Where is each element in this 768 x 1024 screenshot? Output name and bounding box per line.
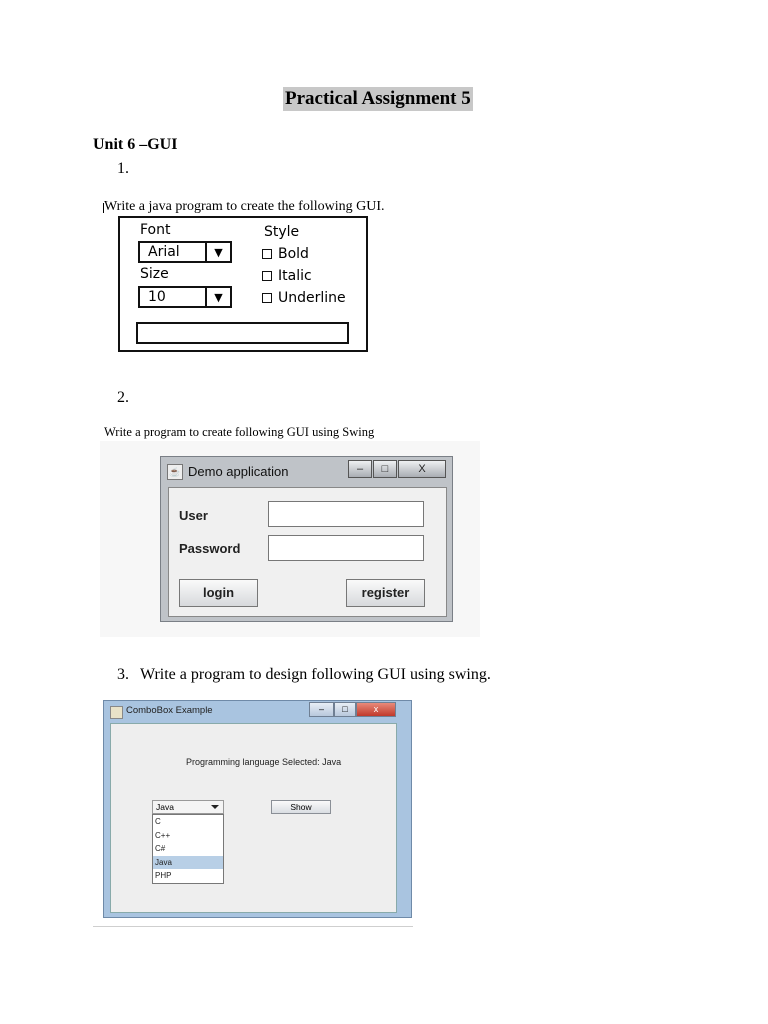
- q3-caption: Write a program to design following GUI using swing.: [140, 666, 491, 683]
- register-button[interactable]: register: [346, 579, 425, 607]
- user-label: User: [179, 508, 208, 523]
- window-content: [168, 487, 447, 617]
- italic-label: Italic: [278, 268, 312, 284]
- close-button[interactable]: X: [398, 460, 446, 478]
- underline-checkbox[interactable]: [262, 290, 346, 306]
- checkbox-icon[interactable]: [262, 271, 272, 281]
- list-item[interactable]: C++: [155, 830, 171, 840]
- font-label: Font: [140, 222, 171, 238]
- minimize-button[interactable]: –: [309, 702, 334, 717]
- window-title: Demo application: [188, 464, 289, 479]
- size-combo[interactable]: [138, 286, 232, 308]
- underline-label: Underline: [278, 290, 346, 306]
- user-input[interactable]: [268, 501, 424, 527]
- size-label: Size: [140, 266, 169, 282]
- dropdown-arrow-icon[interactable]: [211, 805, 219, 809]
- italic-checkbox[interactable]: [262, 268, 312, 284]
- maximize-button[interactable]: □: [334, 702, 356, 717]
- list-item[interactable]: C: [155, 817, 161, 826]
- list-item[interactable]: C#: [155, 844, 166, 853]
- list-item-selected[interactable]: Java: [153, 856, 223, 870]
- maximize-button[interactable]: □: [373, 460, 397, 478]
- size-combo-value: 10: [148, 289, 166, 305]
- page-title: Practical Assignment 5: [285, 88, 471, 109]
- bold-label: Bold: [278, 246, 309, 262]
- list-item[interactable]: PHP: [155, 871, 172, 880]
- java-cup-icon: [110, 706, 123, 719]
- preview-text-field[interactable]: [136, 322, 349, 344]
- selected-language-label: Programming language Selected: Java: [186, 757, 342, 767]
- q1-caption: Write a java program to create the following GUI.: [104, 199, 385, 214]
- item-number-2: 2.: [117, 389, 129, 406]
- java-cup-icon: ☕: [167, 464, 183, 480]
- combobox-example-window: [103, 700, 412, 918]
- password-label: Password: [179, 541, 241, 556]
- q2-caption: Write a program to create following GUI using Swing: [104, 425, 375, 439]
- item-number-1: 1.: [117, 160, 129, 177]
- bold-checkbox[interactable]: [262, 246, 309, 262]
- divider: [93, 926, 413, 927]
- show-button[interactable]: Show: [271, 800, 331, 814]
- unit-heading: Unit 6 –GUI: [93, 136, 178, 153]
- dropdown-arrow-icon[interactable]: ▼: [205, 288, 230, 306]
- close-button[interactable]: x: [356, 702, 396, 717]
- font-combo[interactable]: [138, 241, 232, 263]
- window-title: ComboBox Example: [126, 705, 213, 716]
- minimize-button[interactable]: –: [348, 460, 372, 478]
- language-dropdown-list: [152, 814, 224, 884]
- item-number-3: 3.: [117, 666, 129, 683]
- window-titlebar: [161, 457, 452, 485]
- style-label: Style: [264, 224, 300, 240]
- checkbox-icon[interactable]: [262, 249, 272, 259]
- password-input[interactable]: [268, 535, 424, 561]
- window-content: [110, 723, 397, 913]
- language-combo-value: Java: [156, 802, 174, 812]
- checkbox-icon[interactable]: [262, 293, 272, 303]
- login-button[interactable]: login: [179, 579, 258, 607]
- demo-application-window: [160, 456, 453, 622]
- language-combo[interactable]: [152, 800, 224, 814]
- q1-gui-sketch: [118, 216, 368, 352]
- font-combo-value: Arial: [148, 244, 180, 260]
- dropdown-arrow-icon[interactable]: ▼: [205, 243, 230, 261]
